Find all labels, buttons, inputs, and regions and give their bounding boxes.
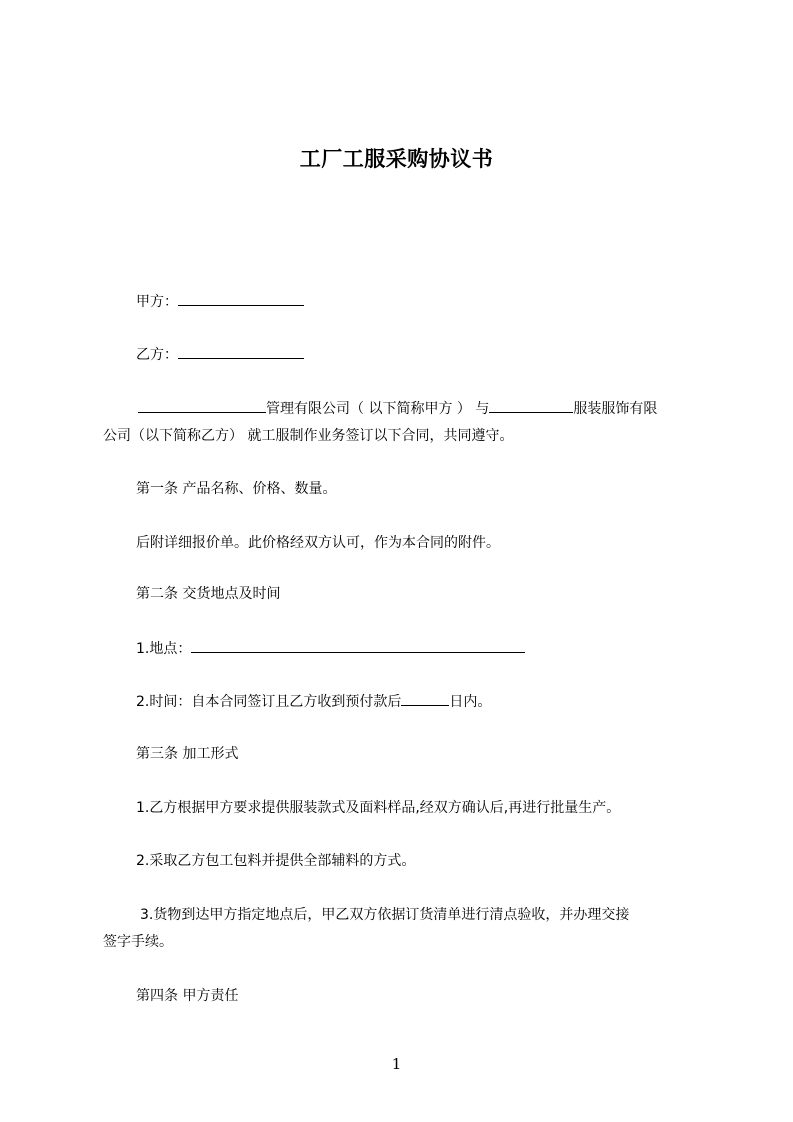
location-blank	[191, 638, 525, 653]
party-b-blank	[178, 344, 304, 359]
article2-item2	[136, 691, 491, 712]
article3-heading: 第三条 加工形式	[136, 746, 239, 762]
party-b-label: 乙方：	[136, 347, 178, 363]
location-label: 1.地点：	[136, 641, 192, 657]
company-b-blank	[489, 398, 573, 413]
article3-item3-line1: 3.货物到达甲方指定地点后，甲乙双方依据订货清单进行清点验收，并办理交接	[140, 907, 630, 923]
party-a-line	[136, 291, 304, 312]
company-a-blank	[138, 398, 266, 413]
article3-item1: 1.乙方根据甲方要求提供服装款式及面料样品,经双方确认后,再进行批量生产。	[136, 800, 621, 816]
article3-item3-line2: 签字手续。	[103, 934, 173, 950]
intro-line-2: 公司（以下简称乙方） 就工服制作业务签订以下合同，共同遵守。	[103, 428, 514, 444]
page-number: 1	[391, 1055, 402, 1073]
document-title: 工厂工服采购协议书	[299, 147, 494, 171]
article4-heading: 第四条 甲方责任	[136, 988, 239, 1004]
article3-item2: 2.采取乙方包工包料并提供全部辅料的方式。	[136, 853, 416, 869]
time-text: 2.时间：自本合同签订且乙方收到预付款后	[136, 694, 402, 710]
days-blank	[401, 691, 449, 706]
article1-heading: 第一条 产品名称、价格、数量。	[136, 481, 337, 497]
intro-line-1	[138, 398, 657, 419]
article2-item1	[136, 638, 525, 659]
article2-heading: 第二条 交货地点及时间	[136, 586, 281, 602]
party-b-line	[136, 344, 304, 365]
party-a-label: 甲方：	[136, 294, 178, 310]
intro-part2: 服装服饰有限	[573, 401, 658, 417]
intro-part1: 管理有限公司（ 以下简称甲方 ） 与	[266, 401, 490, 417]
party-a-blank	[178, 291, 304, 306]
time-suffix: 日内。	[449, 694, 492, 710]
article1-text: 后附详细报价单。此价格经双方认可，作为本合同的附件。	[136, 535, 500, 551]
